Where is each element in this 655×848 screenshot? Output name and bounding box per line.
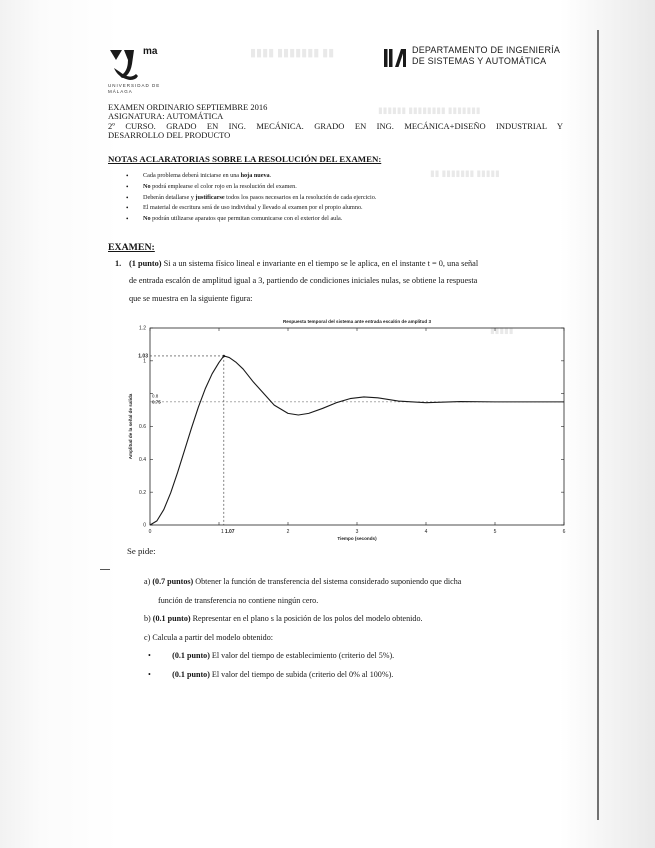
y-tick-label: 0.2 [139,489,146,496]
question-c: c) Calcula a partir del modelo obtenido: [144,632,274,642]
y-tick-label: 0.4 [139,457,146,464]
peak-value-label: 1.03 [138,353,148,360]
y-tick-label: 0 [143,522,146,529]
notes-title: NOTAS ACLARATORIAS SOBRE LA RESOLUCIÓN DEL EXAMEN: [108,154,382,164]
exam-course: 2º CURSO. GRADO EN ING. MECÁNICA. GRADO EN ING. MECÁNICA+DISEÑO INDUSTRIAL Y [108,120,563,131]
question-c2: • (0.1 punto) El valor del tiempo de subida (criterio del 0% al 100%). [148,669,394,679]
x-tick-label: 6 [562,529,566,535]
problem-points: (1 punto) [129,259,162,268]
problem-statement [115,255,567,307]
tasks-intro: Se pide: [127,546,156,556]
exam-section-title: EXAMEN: [108,242,155,253]
problem-line-2: de entrada escalón de amplitud igual a 3, partiendo de condiciones iniciales nulas, se obtiene la respuesta [129,276,478,286]
questions-list [144,573,564,685]
x-tick-label: 2 [286,529,290,535]
exam-session: EXAMEN ORDINARIO SEPTIEMBRE 2016 [108,102,268,112]
problem-text: Si a un sistema físico lineal e invariante en el tiempo se le aplica, en el instante t = 0, una señal [161,259,479,268]
plot-frame [150,328,564,525]
y-tick-label: 1.2 [139,325,146,332]
problem-line-1 [115,255,567,272]
bleed-through-text: ▮▮▮▮▮ [490,325,514,335]
question-a-cont: función de transferencia no contiene ningún cero. [158,595,319,605]
x-axis-label: Tiempo (seconds) [337,536,377,541]
x-tick-label: 3 [355,529,359,535]
y-tick-label: 0.8 [152,393,159,399]
exam-subject: ASIGNATURA: AUTOMÁTICA [108,111,224,122]
x-tick-label: 4 [424,529,428,535]
x-tick-label: 1 [221,529,224,535]
y-tick-label: 1 [143,358,146,365]
department-logo [383,46,407,70]
peak-marker [223,355,225,357]
step-response-chart [106,314,576,542]
x-tick-label: 5 [493,529,497,535]
exam-course-cont: DESARROLLO DEL PRODUCTO [108,130,231,141]
question-a: a) (0.7 puntos) Obtener la función de transferencia del sistema considerado suponiendo que dicha [144,577,462,586]
note-item: • El material de escritura será de uso individual y llevado al examen por el propio alumno. [126,203,556,214]
question-c1: • (0.1 punto) El valor del tiempo de establecimiento (criterio del 5%). [148,651,395,661]
steady-state-label: 0.75 [152,399,161,405]
exam-header [108,103,563,141]
y-axis-label: Amplitud de la señal de salida [128,393,133,460]
note-item: • No podrán utilizarse aparatos que permitan comunicarse con el exterior del aula. [126,214,556,225]
problem-number: 1. [115,259,122,268]
bleed-through-text: ▮▮▮▮▮▮ ▮▮▮▮▮▮▮▮ ▮▮▮▮▮▮▮ [378,105,481,115]
note-item: • No podrá emplearse el color rojo en la resolución del examen. [126,182,556,193]
step-response-line [150,356,564,525]
x-tick-label: 0 [148,529,152,535]
margin-mark [100,569,110,570]
chart-title: Respuesta temporal del sistema ante entrada escalón de amplitud 3 [282,319,432,324]
notes-list [126,171,556,225]
university-logo-text: ma [143,46,158,57]
bleed-through-text: ▮▮▮▮ ▮▮▮▮▮▮▮ ▮▮ [250,47,335,59]
note-item: • Deberán detallarse y justificarse todos los pasos necesarios en la resolución de cada ejercicio. [126,193,556,204]
problem-line-3: que se muestra en la siguiente figura: [129,293,253,303]
scan-edge [597,30,599,820]
department-name [412,45,560,67]
question-b: b) (0.1 punto) Representar en el plano s la posición de los polos del modelo obtenido. [144,614,423,624]
note-item: • Cada problema deberá iniciarse en una hoja nueva. [126,171,556,182]
university-name: UNIVERSIDAD DE MÁLAGA [108,83,161,94]
bleed-through-text: ▮▮ ▮▮▮▮▮▮▮ ▮▮▮▮▮ [430,168,500,178]
department-line-2: DE SISTEMAS Y AUTOMÁTICA [412,56,547,66]
peak-time-label: 1.07 [224,529,235,535]
y-tick-label: 0.6 [139,424,146,431]
department-line-1: DEPARTAMENTO DE INGENIERÍA [412,45,561,55]
